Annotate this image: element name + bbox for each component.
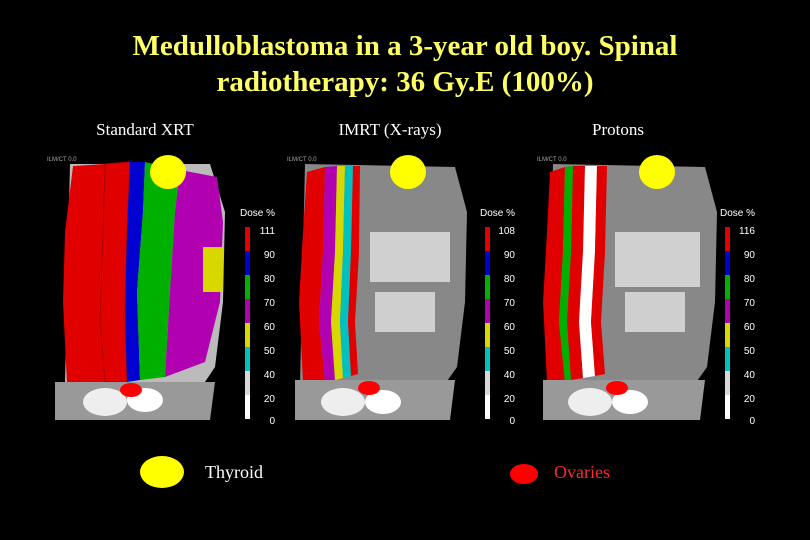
tick: 90 [743,250,755,261]
tick: 70 [263,298,275,309]
tick: 108 [498,226,515,237]
tick: 0 [269,416,275,427]
tick: 60 [743,322,755,333]
dose-map-imrt [285,152,525,427]
dose-title: Dose % [480,208,516,219]
tick: 60 [503,322,515,333]
label-imrt: IMRT (X-rays) [338,120,442,139]
tick: 50 [503,346,515,357]
tick: 80 [503,274,515,285]
tick: 20 [743,394,755,405]
title-line-2: radiotherapy: 36 Gy.E (100%) [216,66,594,98]
tick: 80 [743,274,755,285]
thyroid-legend-label: Thyroid [205,462,263,482]
tick: 50 [263,346,275,357]
tick: 20 [503,394,515,405]
slide-title [0,28,810,100]
colorbar [245,227,250,419]
dose-map-standard-xrt [45,152,285,427]
tick: 70 [503,298,515,309]
tick: 0 [749,416,755,427]
tick: 40 [743,370,755,381]
tick: 40 [503,370,515,381]
colorbar [725,227,730,419]
svg-text:ILM/CT 0.0: ILM/CT 0.0 [287,157,317,163]
dose-title: Dose % [720,208,756,219]
tick: 60 [263,322,275,333]
dose-map-protons [535,152,775,427]
tick: 40 [263,370,275,381]
tick: 80 [263,274,275,285]
tick: 90 [263,250,275,261]
label-standard-xrt: Standard XRT [96,120,194,139]
thyroid-legend-swatch [140,456,184,488]
title-line-1: Medulloblastoma in a 3-year old boy. Spinal [132,30,678,62]
tick: 50 [743,346,755,357]
tick: 90 [503,250,515,261]
tick: 111 [259,226,275,237]
label-protons: Protons [592,120,644,139]
svg-text:ILM/CT 0.0: ILM/CT 0.0 [47,157,77,163]
tick: 0 [509,416,515,427]
tick: 70 [743,298,755,309]
tick: 116 [739,226,755,237]
ovaries-legend-swatch [510,464,538,484]
dose-title: Dose % [240,208,276,219]
ovaries-legend-label: Ovaries [554,462,610,482]
svg-text:ILM/CT 0.0: ILM/CT 0.0 [537,157,567,163]
colorbar [485,227,490,419]
tick: 20 [263,394,275,405]
